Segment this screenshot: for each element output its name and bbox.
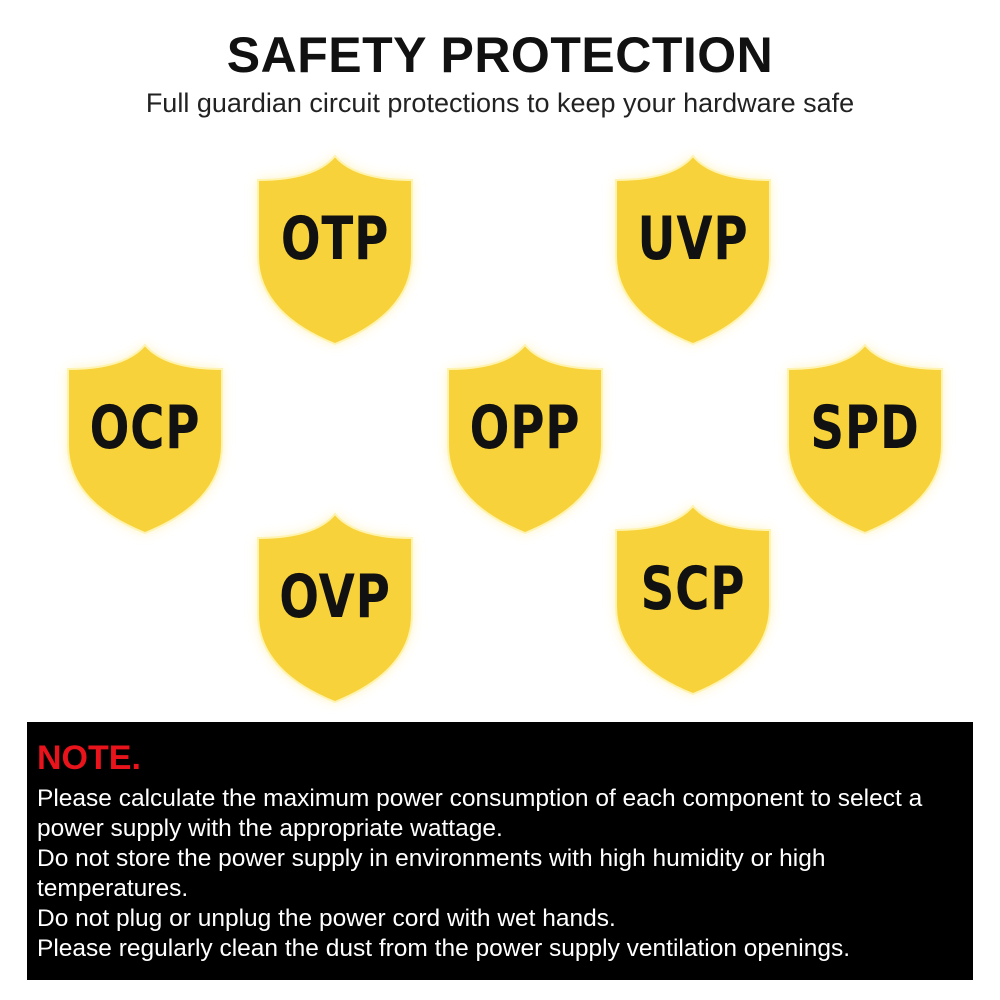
shield-spd (780, 337, 950, 537)
shield-otp (250, 148, 420, 348)
shield-ovp (250, 506, 420, 706)
page-subtitle: Full guardian circuit protections to keep your hardware safe (145, 88, 855, 118)
shield-label: OTP (280, 204, 390, 274)
shield-label: OPP (469, 393, 581, 463)
shield-label: UVP (637, 204, 749, 274)
note-line: Please calculate the maximum power consumption of each component to select a power supply with the appropriate wattage. (37, 785, 923, 842)
note-line: Please regularly clean the dust from the power supply ventilation openings. (37, 935, 851, 962)
page-title: SAFETY PROTECTION (226, 27, 774, 83)
shield-uvp (608, 148, 778, 348)
note-line: Do not store the power supply in environments with high humidity or high temperatures. (37, 845, 826, 902)
note-heading: NOTE. (37, 739, 141, 777)
note-line: Do not plug or unplug the power cord with wet hands. (37, 905, 616, 932)
shield-scp (608, 498, 778, 698)
shield-label: OCP (89, 393, 201, 463)
shield-ocp (60, 337, 230, 537)
note-box (27, 722, 973, 980)
shield-label: OVP (279, 562, 391, 632)
shield-opp (440, 337, 610, 537)
shield-label: SCP (640, 554, 746, 624)
shield-label: SPD (810, 393, 920, 463)
